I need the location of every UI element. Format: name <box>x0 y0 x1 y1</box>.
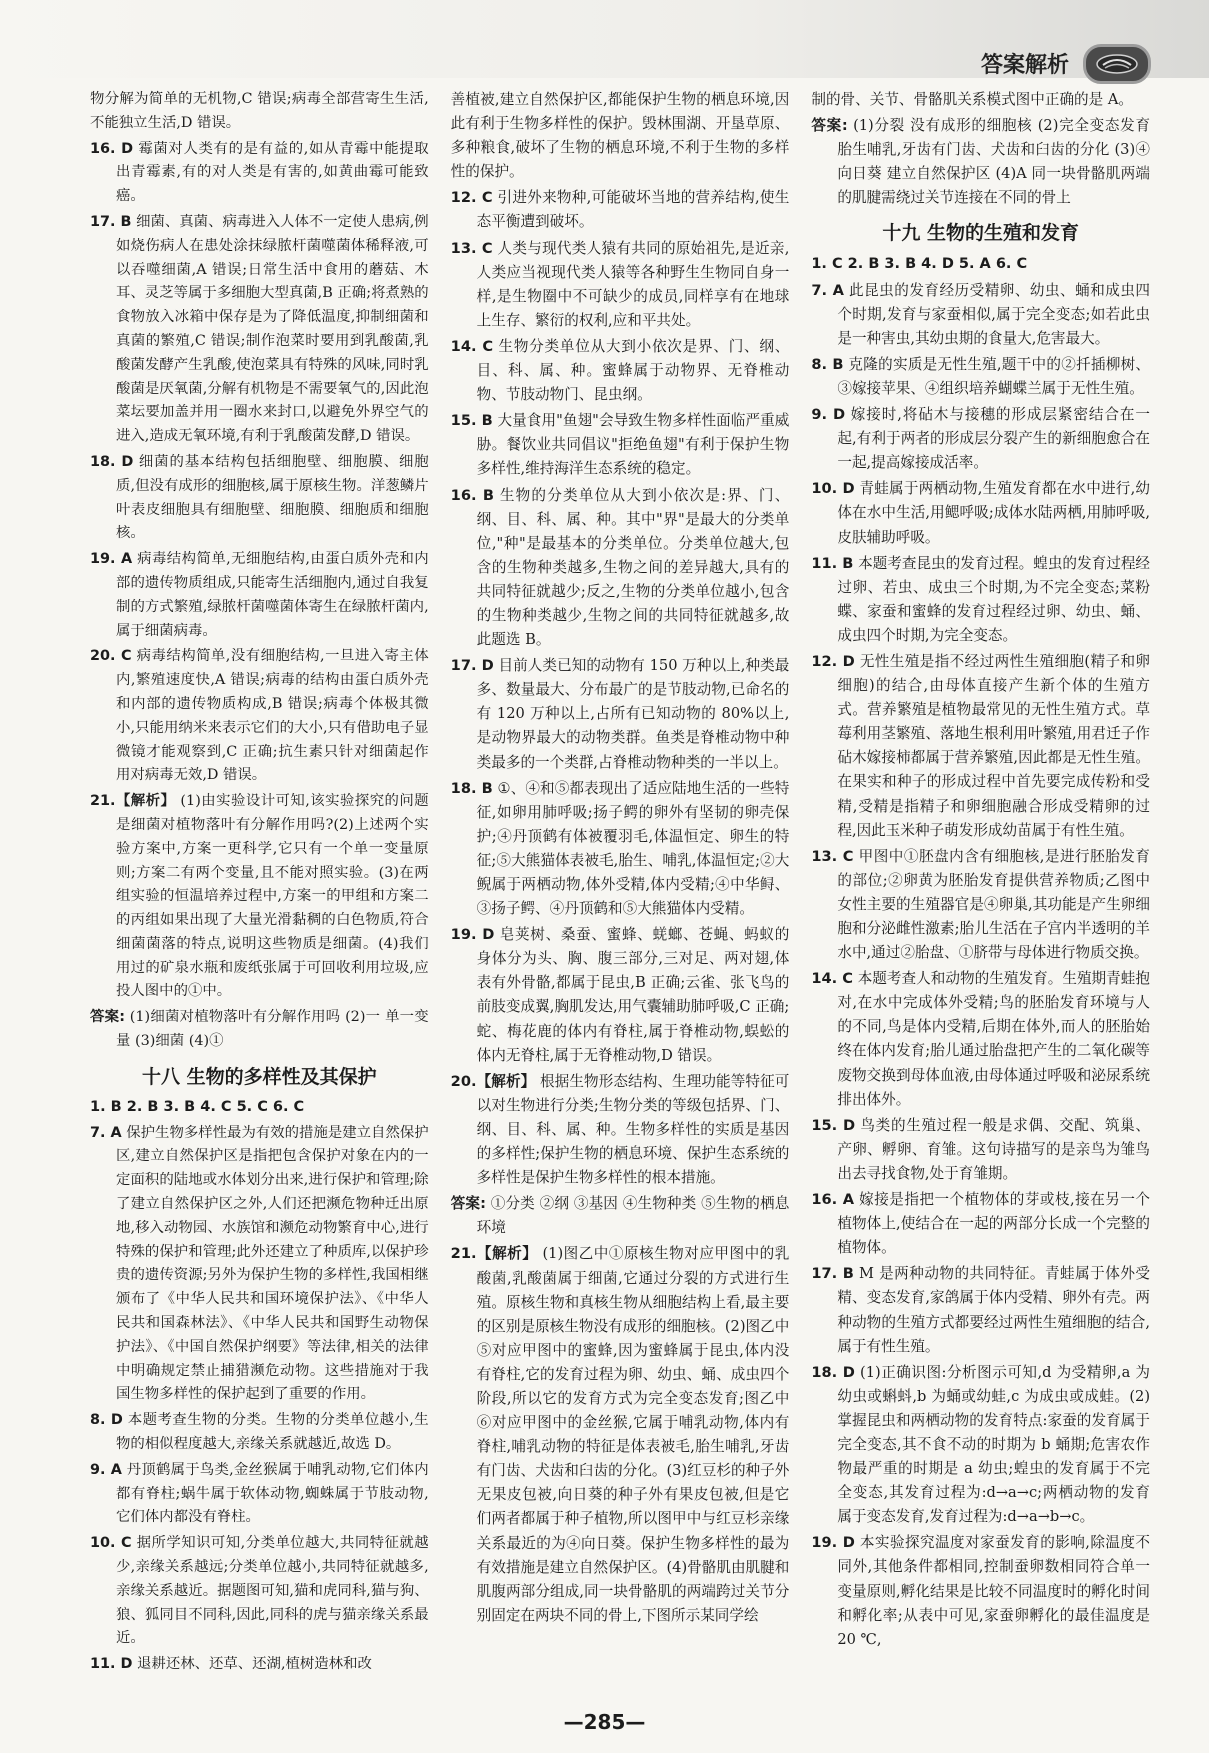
answer-number: 12. D <box>811 652 855 670</box>
answer-text: (1)分裂 没有成形的细胞核 (2)完全变态发育 胎生哺乳,牙齿有门齿、犬齿和臼齿的分化 (3)④ 向日葵 建立自然保护区 (4)A 同一块骨骼肌两端的肌腱需绕过关节连接在不同的骨上 <box>837 117 1151 207</box>
answer-item <box>90 138 429 209</box>
answer-text: 本题考查昆虫的发育过程。蝗虫的发育过程经过卵、若虫、成虫三个时期,为不完全变态;菜粉蝶、家蚕和蜜蜂的发育过程经过卵、幼虫、蛹、成虫四个时期,为完全变态。 <box>837 554 1151 644</box>
answer-number: 18. D <box>811 1363 855 1381</box>
answer-number: 11. D <box>90 1656 133 1673</box>
column-middle <box>451 88 790 1688</box>
answer-item <box>451 654 790 774</box>
answer-number: 13. C <box>450 239 493 257</box>
answer-item <box>811 1531 1150 1651</box>
page-number: —285— <box>563 1710 646 1734</box>
answer-text: 此昆虫的发育经历受精卵、幼虫、蛹和成虫四个时期,发育与家蚕相似,属于完全变态;如若此虫是一种害虫,其幼虫期的食量大,危害最大。 <box>837 281 1151 347</box>
answer-text: (1)由实验设计可知,该实验探究的问题是细菌对植物落叶有分解作用吗?(2)上述两个实验方案中,方案一更科学,它只有一个单一变量原则;方案二有两个变量,且不能对照实验。(3)在两组实验的恒温培养过程中,方案一的甲组和方案二的丙组如果出现了大量光滑黏稠的白色物质,符合细菌菌落的特点,说明这些物质是细菌。(4)我们用过的矿泉水瓶和废纸张属于可回收利用垃圾,应投人图中的①中。 <box>116 793 429 1000</box>
answer-number: 8. B <box>811 355 844 373</box>
answer-text: 保护生物多样性最为有效的措施是建立自然保护区,建立自然保护区是指把包含保护对象在内的一定面积的陆地或水体划分出来,进行保护和管理;除了建立自然保护区之外,人们还把濒危物种迁出原地,移入动物园、水族馆和濒危动物繁育中心,进行特殊的保护和管理;此外还建立了种质库,以保护珍贵的遗传资源;另外为保护生物的多样性,我国相继颁布了《中华人民共和国环境保护法》、《中华人民共和国森林法》、《中华人民共和国野生动物保护法》、《中国自然保护纲要》等法律,相关的法律中明确规定禁止捕猎濒危动物。这些措施对于我国生物多样性的保护起到了重要的作用。 <box>116 1124 429 1403</box>
answer-item <box>811 552 1150 648</box>
choice-answers: 1. B 2. B 3. B 4. C 5. C 6. C <box>90 1098 305 1115</box>
answer-text: 本题考查生物的分类。生物的分类单位越小,生物的相似程度越大,亲缘关系就越近,故选 D。 <box>116 1412 429 1453</box>
answer-text: ①分类 ②纲 ③基因 ④生物种类 ⑤生物的栖息环境 <box>476 1195 790 1237</box>
answer-item <box>811 1114 1150 1186</box>
answer-text: 本题考查人和动物的生殖发育。生殖期青蛙抱对,在水中完成体外受精;鸟的胚胎发育环境与人的不同,鸟是体内受精,后期在体外,而人的胚胎始终在体内发育;胎儿通过胎盘把产生的二氧化碳等废物交换到母体血液,由母体通过呼吸和泌尿系统排出体外。 <box>837 970 1151 1108</box>
answer-item <box>451 923 790 1068</box>
answer-text: 细菌、真菌、病毒进入人体不一定使人患病,例如烧伤病人在患处涂抹绿脓杆菌噬菌体稀释液,可以吞噬细菌,A 错误;日常生活中食用的蘑菇、木耳、灵芝等属于多细胞大型真菌,B 正确;将煮熟的食物放入冰箱中保存是为了降低温度,抑制细菌和真菌的繁殖,C 错误;制作泡菜时要用到乳酸菌,乳酸菌发酵产生乳酸,使泡菜具有特殊的风味,同时乳酸菌是厌氧菌,分解有机物是不需要氧气的,因此泡菜坛要加盖并用一圈水来封口,以避免外界空气的进入,造成无氧环境,有利于乳酸菌发酵,D 错误。 <box>116 213 429 445</box>
answer-text: 善植被,建立自然保护区,都能保护生物的栖息环境,因此有利于生物多样性的保护。毁林围湖、开垦草原、多种粮食,破坏了生物的栖息环境,不利于生物的多样性的保护。 <box>450 91 790 181</box>
answer-number: 8. D <box>90 1412 123 1429</box>
answer-number: 11. B <box>811 554 854 572</box>
answer-text: 制的骨、关节、骨骼肌关系模式图中正确的是 A。 <box>811 91 1133 108</box>
answer-columns <box>90 88 1150 1688</box>
answer-text: 目前人类已知的动物有 150 万种以上,种类最多、数量最大、分布最广的是节肢动物,已命名的有 120 万种以上,占所有已知动物的 80%以上,是动物界最大的动物类群。鱼类是脊椎动物中种类最多的一个类群,占脊椎动物种类的一半以上。 <box>476 657 790 771</box>
answer-item <box>811 279 1150 351</box>
answer-number: 21.【解析】 <box>90 793 176 810</box>
answer-item <box>811 967 1150 1112</box>
answer-number: 7. A <box>811 281 844 299</box>
answer-text: 生物分类单位从大到小依次是界、门、纲、目、科、属、种。蜜蜂属于动物界、无脊椎动物、节肢动物门、昆虫纲。 <box>476 337 790 404</box>
answer-number: 17. B <box>811 1265 854 1283</box>
answer-number: 答案: <box>90 1009 125 1026</box>
answer-item <box>451 335 790 407</box>
answer-text: (1)图乙中①原核生物对应甲图中的乳酸菌,乳酸菌属于细菌,它通过分裂的方式进行生殖。原核生物和真核生物从细胞结构上看,最主要的区别是原核生物没有成形的细胞核。(2)图乙中⑤对应甲图中的蜜蜂,因为蜜蜂属于昆虫,体内没有脊柱,它的发育过程为卵、幼虫、蛹、成虫四个阶段,所以它的发育方式为完全变态发育;图乙中⑥对应甲图中的金丝猴,它属于哺乳动物,体内有脊柱,哺乳动物的特征是体表被毛,胎生哺乳,牙齿有门齿、犬齿和臼齿的分化。(3)红豆杉的种子外无果皮包被,向日葵的种子外有果皮包被,但是它们两者都属于种子植物,所以图甲中与红豆杉亲缘关系最近的为④向日葵。保护生物多样性的最为有效措施是建立自然保护区。(4)骨骼肌由肌腱和肌腹两部分组成,同一块骨骼肌的两端跨过关节分别固定在两块不同的骨上,下图所示某同学绘 <box>476 1245 790 1624</box>
answer-text: 无性生殖是指不经过两性生殖细胞(精子和卵细胞)的结合,由母体直接产生新个体的生殖方式。营养繁殖是植物最常见的无性生殖方式。草莓利用茎繁殖、落地生根利用叶繁殖,用君迁子作砧木嫁接柿都属于营养繁殖,因此都是无性生殖。在果实和种子的形成过程中首先要完成传粉和受精,受精是指精子和卵细胞融合形成受精卵的过程,因此玉米种子萌发形成幼苗属于有性生殖。 <box>837 652 1151 839</box>
answer-number: 18. D <box>90 453 134 470</box>
answer-number: 9. D <box>811 406 846 424</box>
answer-item <box>90 451 429 546</box>
answer-item <box>451 777 790 922</box>
answer-item <box>451 409 790 481</box>
answer-number: 17. B <box>90 213 132 230</box>
answer-text: 克隆的实质是无性生殖,题干中的②扦插柳树、③嫁接苹果、④组织培养蝴蝶兰属于无性生殖。 <box>837 355 1151 397</box>
answer-item <box>90 790 429 1004</box>
answer-item <box>811 650 1150 843</box>
answer-text: 大量食用"鱼翅"会导致生物多样性面临严重威胁。餐饮业共同倡议"拒绝鱼翅"有利于保护生物多样性,维持海洋生态系统的稳定。 <box>476 412 790 478</box>
answer-item <box>90 1122 429 1408</box>
answer-item <box>451 484 790 653</box>
answer-number: 10. D <box>811 480 855 498</box>
answer-item <box>451 1242 790 1628</box>
answer-number: 21.【解析】 <box>450 1245 538 1263</box>
answer-item <box>90 211 429 449</box>
answer-number: 19. D <box>811 1534 855 1552</box>
answer-item <box>811 1188 1150 1260</box>
answer-item <box>90 1459 429 1530</box>
answer-text: 霉菌对人类有的是有益的,如从青霉中能提取出青霉素,有的对人类是有害的,如黄曲霉可能致癌。 <box>116 140 429 205</box>
answer-number: 10. C <box>90 1535 132 1552</box>
section-title: 十八 生物的多样性及其保护 <box>142 1065 377 1088</box>
answer-text: 细菌的基本结构包括细胞壁、细胞膜、细胞质,但没有成形的细胞核,属于原核生物。洋葱鳞片叶表皮细胞具有细胞壁、细胞膜、细胞质和细胞核。 <box>116 453 429 542</box>
answer-text: 青蛙属于两栖动物,生殖发育都在水中进行,幼体在水中生活,用鳃呼吸;成体水陆两栖,用肺呼吸,皮肤辅助呼吸。 <box>837 480 1151 546</box>
answer-item <box>90 88 429 136</box>
answer-text: 人类与现代类人猿有共同的原始祖先,是近亲,人类应当视现代类人猿等各种野生生物同自身一样,是生物圈中不可缺少的成员,同样享有在地球上生存、繁衍的权利,应和平共处。 <box>476 239 790 329</box>
answer-item <box>90 645 429 788</box>
answer-text: 退耕还林、还草、还湖,植树造林和改 <box>137 1656 372 1673</box>
answer-text: 根据生物形态结构、生理功能等特征可以对生物进行分类;生物分类的等级包括界、门、纲、目、科、属、种。生物多样性的实质是基因的多样性;保护生物的栖息环境、保护生态系统的多样性是保护生物多样性的根本措施。 <box>476 1072 790 1187</box>
answer-number: 12. C <box>450 189 493 207</box>
answer-item <box>451 186 790 234</box>
choice-answers: 1. C 2. B 3. B 4. D 5. A 6. C <box>811 256 1028 273</box>
answer-number: 19. A <box>90 551 133 568</box>
answer-text: 皂荚树、桑蚕、蜜蜂、蜣螂、苍蝇、蚂蚁的身体分为头、胸、腹三部分,三对足、两对翅,体表有外骨骼,都属于昆虫,B 正确;云雀、张飞鸟的前肢变成翼,胸肌发达,用气囊辅助肺呼吸,C 正确;蛇、梅花鹿的体内有脊柱,属于脊椎动物,蜈蚣的体内无脊柱,属于无脊椎动物,D 错误。 <box>476 926 790 1064</box>
answer-item <box>90 548 429 643</box>
answer-item <box>811 1361 1150 1530</box>
answer-item <box>811 845 1150 965</box>
answer-number: 18. B <box>450 779 493 797</box>
answer-text: 引进外来物种,可能破坏当地的营养结构,使生态平衡遭到破坏。 <box>476 189 790 231</box>
answer-number: 15. D <box>811 1116 856 1134</box>
answer-item <box>451 1192 790 1240</box>
header-title: 答案解析 <box>980 53 1069 78</box>
answer-item <box>90 1006 429 1054</box>
answer-item <box>811 114 1150 210</box>
answer-text: ①、④和⑤都表现出了适应陆地生活的一些特征,如卵用肺呼吸;扬子鳄的卵外有坚韧的卵壳保护;④丹顶鹤有体被覆羽毛,体温恒定、卵生的特征;⑤大熊猫体表被毛,胎生、哺乳,体温恒定;②大鲵属于两栖动物,体外受精,体内受精;④中华鲟、③扬子鳄、④丹顶鹤和⑤大熊猫体内受精。 <box>476 779 790 918</box>
book-logo-icon <box>1083 44 1151 84</box>
answer-number: 16. B <box>450 486 494 504</box>
column-right <box>811 88 1150 1688</box>
answer-text: 甲图中①胚盘内含有细胞核,是进行胚胎发育的部位;②卵黄为胚胎发育提供营养物质;乙图中女性主要的生殖器官是④卵巢,其功能是产生卵细胞和分泌雌性激素;胎儿生活在子宫内半透明的羊水中,通过②胎盘、①脐带与母体进行物质交换。 <box>837 847 1151 962</box>
answer-number: 16. D <box>90 140 134 157</box>
answer-number: 答案: <box>811 117 848 135</box>
answer-number: 9. A <box>90 1461 122 1478</box>
answer-text: 嫁接是指把一个植物体的芽或枝,接在另一个植物体上,使结合在一起的两部分长成一个完整的植物体。 <box>837 1191 1151 1257</box>
answer-item <box>811 1262 1150 1358</box>
answer-number: 14. C <box>811 970 854 988</box>
answer-item <box>451 237 790 333</box>
answer-number: 14. C <box>450 337 494 355</box>
answer-item <box>90 1653 429 1677</box>
column-left <box>90 88 429 1688</box>
answer-item <box>811 477 1150 549</box>
answer-item <box>90 1532 429 1651</box>
answer-number: 15. B <box>450 412 493 430</box>
answer-text: 据所学知识可知,分类单位越大,共同特征就越少,亲缘关系越远;分类单位越小,共同特征就越多,亲缘关系越近。据题图可知,猫和虎同科,猫与狗、狼、狐同目不同科,因此,同科的虎与猫亲缘关系最近。 <box>116 1535 429 1647</box>
answer-number: 20.【解析】 <box>450 1072 536 1090</box>
answer-text: 本实验探究温度对家蚕发育的影响,除温度不同外,其他条件都相同,控制蚕卵数相同符合单一变量原则,孵化结果是比较不同温度时的孵化时间和孵化率;从表中可见,家蚕卵孵化的最佳温度是 20 ℃, <box>837 1534 1151 1648</box>
answer-text: 物分解为简单的无机物,C 错误;病毒全部营寄生生活,不能独立生活,D 错误。 <box>90 91 429 131</box>
answer-text: 丹顶鹤属于鸟类,金丝猴属于哺乳动物,它们体内都有脊柱;蜗牛属于软体动物,蜘蛛属于节肢动物,它们体内都没有脊柱。 <box>116 1461 429 1526</box>
section-title: 十九 生物的生殖和发育 <box>882 222 1079 245</box>
answer-number: 答案: <box>450 1195 486 1213</box>
answer-item <box>811 88 1150 112</box>
answer-text: 鸟类的生殖过程一般是求偶、交配、筑巢、产卵、孵卵、育雏。这句诗描写的是亲鸟为雏鸟出去寻找食物,处于育雏期。 <box>837 1116 1151 1182</box>
answer-number: 7. A <box>90 1124 122 1141</box>
answer-item <box>90 1409 429 1457</box>
answer-item <box>451 1070 790 1190</box>
header-band <box>0 0 1209 78</box>
answer-number: 13. C <box>811 847 854 865</box>
answer-text: 病毒结构简单,没有细胞结构,一旦进入寄主体内,繁殖速度快,A 错误;病毒的结构由蛋白质外壳和内部的遗传物质构成,B 错误;病毒个体极其微小,只能用纳米来表示它们的大小,只有借助电子显微镜才能观察到,C 正确;抗生素只针对细菌起作用对病毒无效,D 错误。 <box>116 648 429 784</box>
answer-text: (1)细菌对植物落叶有分解作用吗 (2)一 单一变量 (3)细菌 (4)① <box>116 1009 429 1050</box>
answer-item <box>811 353 1150 401</box>
answer-text: 嫁接时,将砧木与接穗的形成层紧密结合在一起,有利于两者的形成层分裂产生的新细胞愈合在一起,提高嫁接成活率。 <box>837 406 1151 472</box>
answer-item <box>451 88 790 184</box>
answer-text: 病毒结构简单,无细胞结构,由蛋白质外壳和内部的遗传物质组成,只能寄生活细胞内,通过自我复制的方式繁殖,绿脓杆菌噬菌体寄生在绿脓杆菌内,属于细菌病毒。 <box>116 551 429 639</box>
answer-number: 16. A <box>811 1191 855 1209</box>
answer-text: (1)正确识图:分析图示可知,d 为受精卵,a 为幼虫或蝌蚪,b 为蛹或幼蛙,c 为成虫或成蛙。(2)掌握昆虫和两栖动物的发育特点:家蚕的发育属于完全变态,其不食不动的时期为 b 蛹期;危害农作物最严重的时期是 a 幼虫;蝗虫的发育属于不完全变态,其发育过程为:d→a→c;两栖动物的发育属于变态发育,发育过程为:d→a→b→c。 <box>837 1363 1151 1526</box>
answer-text: 生物的分类单位从大到小依次是:界、门、纲、目、科、属、种。其中"界"是最大的分类单位,"种"是最基本的分类单位。分类单位越大,包含的生物种类越多,生物之间的差异越大,具有的共同特征就越少;反之,生物的分类单位越小,包含的生物种类越少,生物之间的共同特征就越多,故此题选 B。 <box>476 486 790 649</box>
answer-number: 20. C <box>90 648 132 665</box>
answer-number: 19. D <box>450 926 495 944</box>
answer-text: M 是两种动物的共同特征。青蛙属于体外受精、变态发育,家鸽属于体内受精、卵外有壳。两种动物的生殖方式都要经过两性生殖细胞的结合,属于有性生殖。 <box>837 1265 1151 1355</box>
answer-number: 17. D <box>450 657 494 675</box>
answer-item <box>811 403 1150 475</box>
